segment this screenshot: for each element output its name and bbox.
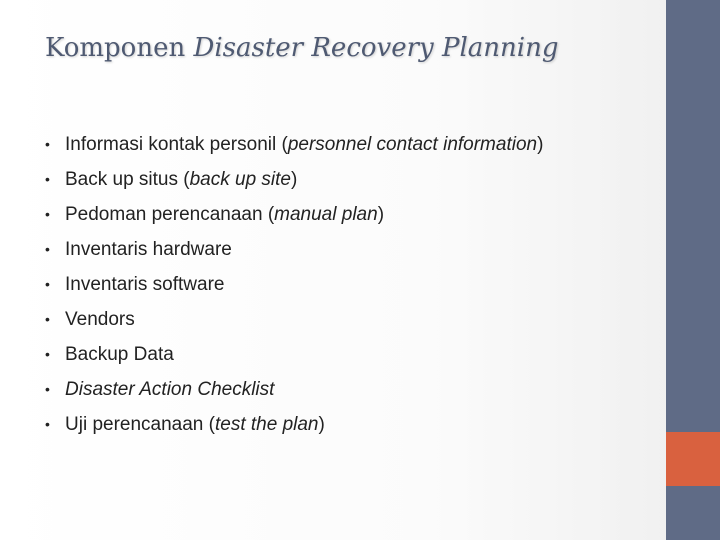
- list-item-text: [65, 127, 543, 162]
- list-item-text: [65, 407, 325, 442]
- list-item: [45, 232, 645, 267]
- title-plain: Komponen: [45, 33, 194, 63]
- list-item-text: [65, 162, 297, 197]
- item-text-italic: manual plan: [274, 204, 378, 225]
- list-item-text: [65, 302, 135, 337]
- item-text-plain-after: ): [291, 169, 298, 190]
- slide-title: [45, 28, 645, 68]
- list-item-text: [65, 197, 384, 232]
- list-item: [45, 337, 645, 372]
- item-text-plain: Back up situs (: [65, 169, 190, 190]
- bullet-dot-icon: •: [45, 241, 50, 257]
- list-item: [45, 197, 645, 232]
- item-text-plain: Informasi kontak personil (: [65, 134, 288, 155]
- bullet-list: [45, 127, 645, 442]
- list-item: [45, 162, 645, 197]
- item-text-plain: Backup Data: [65, 344, 174, 365]
- list-item-text: [65, 267, 224, 302]
- list-item: [45, 267, 645, 302]
- bullet-dot-icon: •: [45, 416, 50, 432]
- item-text-plain: Vendors: [65, 309, 135, 330]
- bullet-dot-icon: •: [45, 311, 50, 327]
- list-item: [45, 407, 645, 442]
- item-text-italic: test the plan: [214, 414, 319, 435]
- list-item: [45, 302, 645, 337]
- bullet-dot-icon: •: [45, 171, 50, 187]
- item-text-plain: Inventaris hardware: [65, 239, 232, 260]
- bullet-dot-icon: •: [45, 276, 50, 292]
- list-item-text: [65, 337, 174, 372]
- item-text-italic: Disaster Action Checklist: [65, 379, 275, 400]
- item-text-plain: Inventaris software: [65, 274, 225, 295]
- bullet-dot-icon: •: [45, 381, 50, 397]
- bullet-dot-icon: •: [45, 206, 50, 222]
- item-text-italic: personnel contact information: [287, 134, 538, 155]
- item-text-plain-after: ): [537, 134, 544, 155]
- bullet-dot-icon: •: [45, 346, 50, 362]
- item-text-plain: Uji perencanaan (: [65, 414, 215, 435]
- bullet-dot-icon: •: [45, 136, 50, 152]
- item-text-plain-after: ): [377, 204, 385, 225]
- item-text-plain-after: ): [318, 414, 325, 435]
- title-italic: Disaster Recovery Planning: [193, 33, 559, 63]
- side-accent-block: [666, 432, 720, 486]
- item-text-plain: Pedoman perencanaan (: [65, 204, 275, 225]
- list-item: [45, 127, 645, 162]
- list-item-text: [65, 232, 232, 267]
- list-item-text: [65, 372, 274, 407]
- list-item: [45, 372, 645, 407]
- item-text-italic: back up site: [189, 169, 292, 190]
